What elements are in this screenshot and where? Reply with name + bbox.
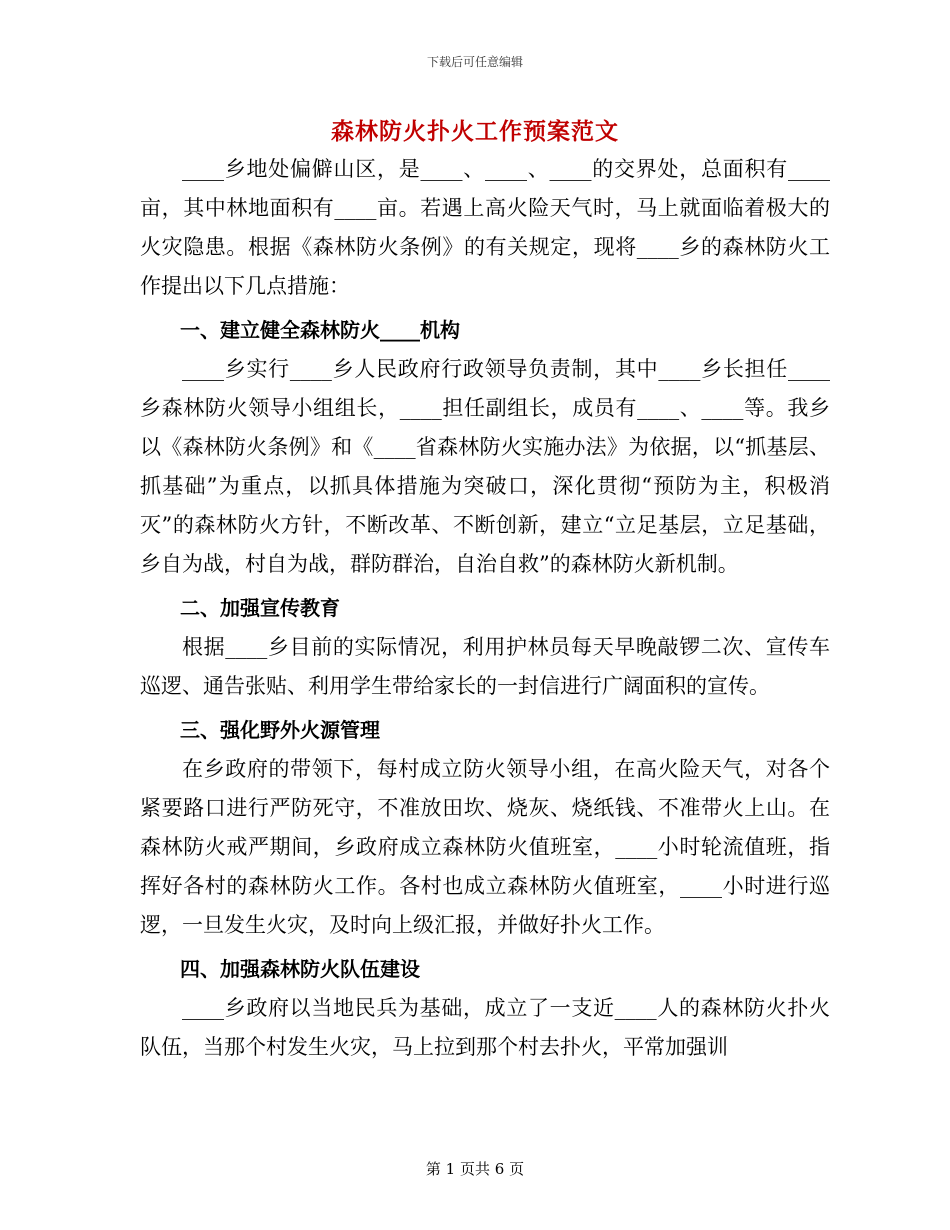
header-note: 下载后可任意编辑 bbox=[426, 55, 523, 69]
section-heading-4: 四、加强森林防火队伍建设 bbox=[180, 957, 420, 981]
section-2-paragraph: 根据____乡目前的实际情况，利用护林员每天早晚敲锣二次、宣传车巡逻、通告张贴、利用学生带给家长的一封信进行广阔面积的宣传。 bbox=[140, 635, 830, 698]
section-heading-2: 二、加强宣传教育 bbox=[180, 596, 340, 620]
intro-paragraph: ____乡地处偏僻山区，是____、____、____的交界处，总面积有____亩，其中林地面积有____亩。若遇上高火险天气时，马上就面临着极大的火灾隐患。根据《森林防火条例》的有关规定，现将____乡的森林防火工作提出以下几点措施： bbox=[140, 157, 830, 298]
section-heading-3: 三、强化野外火源管理 bbox=[180, 718, 380, 742]
document-body bbox=[140, 150, 830, 1067]
section-3-paragraph: 在乡政府的带领下，每村成立防火领导小组，在高火险天气，对各个紧要路口进行严防死守，不准放田坎、烧灰、烧纸钱、不准带火上山。在森林防火戒严期间，乡政府成立森林防火值班室，____小时轮流值班，指挥好各村的森林防火工作。各村也成立森林防火值班室，____小时进行巡逻，一旦发生火灾，及时向上级汇报，并做好扑火工作。 bbox=[140, 757, 830, 937]
document-title: 森林防火扑火工作预案范文 bbox=[331, 118, 619, 145]
section-heading-1: 一、建立健全森林防火____机构 bbox=[180, 318, 460, 342]
section-1-paragraph: ____乡实行____乡人民政府行政领导负责制，其中____乡长担任____乡森林防火领导小组组长，____担任副组长，成员有____、____等。我乡以《森林防火条例》和《____省森林防火实施办法》为依据，以“抓基层、抓基础”为重点，以抓具体措施为突破口，深化贯彻“预防为主，积极消灭”的森林防火方针，不断改革、不断创新，建立“立足基层，立足基础，乡自为战，村自为战，群防群治，自治自救”的森林防火新机制。 bbox=[140, 357, 830, 576]
section-4-paragraph: ____乡政府以当地民兵为基础，成立了一支近____人的森林防火扑火队伍，当那个村发生火灾，马上拉到那个村去扑火，平常加强训 bbox=[140, 996, 830, 1059]
page-number: 第 1 页共 6 页 bbox=[425, 1160, 525, 1178]
